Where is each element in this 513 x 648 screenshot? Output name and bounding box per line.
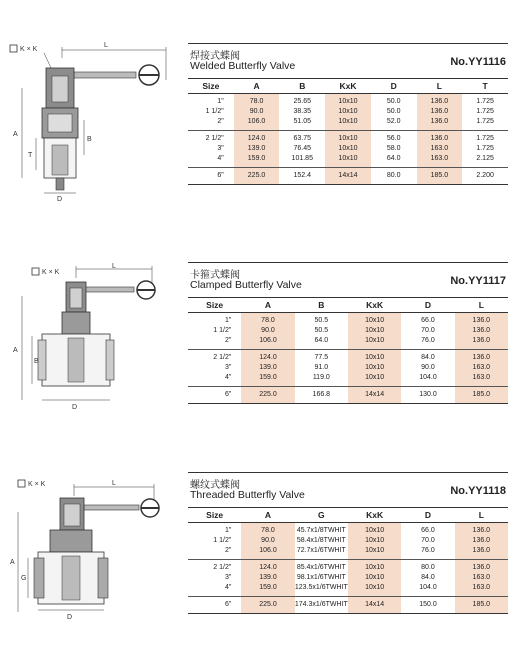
value-cell: 10x10 (348, 546, 401, 560)
value-cell: 50.0 (386, 98, 401, 105)
value-cell: 70.0 (421, 327, 435, 334)
value-cell: 90.0 (241, 536, 294, 546)
value-cell: 104.0 (401, 373, 454, 387)
column-header: D (401, 298, 454, 313)
size-cell: 6" (188, 597, 241, 614)
value-cell: 136.0 (455, 523, 508, 537)
value-cell: 163.0 (455, 363, 508, 373)
table-row (188, 573, 508, 583)
column-header: A (234, 79, 280, 94)
value-cell: 76.0 (401, 546, 454, 560)
table-row (188, 560, 508, 574)
table-row (188, 583, 508, 597)
value-cell: 185.0 (455, 387, 508, 404)
value-cell: 124.0 (241, 560, 294, 574)
size-cell: 6" (188, 387, 241, 404)
clamped-header (188, 262, 508, 297)
d-label: D (72, 404, 78, 411)
value-cell: 136.0 (417, 131, 463, 145)
d-label: D (67, 614, 73, 621)
threaded-model-number: No.YY1118 (450, 485, 506, 497)
t-label: T (28, 152, 33, 159)
value-cell: 152.4 (279, 168, 325, 185)
size-cell: 2 1/2" (205, 135, 224, 142)
value-cell: 166.8 (295, 387, 348, 404)
value-cell: 78.0 (241, 523, 294, 537)
table-row (188, 117, 508, 131)
value-cell: 136.0 (455, 560, 508, 574)
value-cell: 163.0 (417, 144, 463, 154)
size-cell: 2 1/2" (213, 354, 232, 361)
value-cell: 38.35 (293, 108, 312, 115)
column-header: B (295, 298, 348, 313)
value-cell: 130.0 (401, 387, 454, 404)
table-row (188, 94, 508, 108)
size-cell: 4" (188, 154, 234, 168)
welded-model-number: No.YY1116 (450, 56, 506, 68)
value-cell: 10x10 (325, 144, 371, 154)
value-cell: 1.725 (476, 145, 494, 152)
value-cell: 76.0 (401, 336, 454, 350)
kxk-label: K × K (20, 46, 38, 53)
value-cell: 124.0 (241, 350, 294, 364)
value-cell: 63.75 (293, 135, 312, 142)
a-label: A (13, 131, 18, 138)
table-row (188, 313, 508, 327)
value-cell: 51.05 (279, 117, 325, 131)
value-cell: 174.3x1/6TWHIT (295, 597, 348, 614)
b-label: B (87, 136, 92, 143)
welded-title-en: Welded Butterfly Valve (190, 60, 296, 72)
size-cell: 6" (188, 168, 234, 185)
table-header-row (188, 298, 508, 313)
value-cell: 159.0 (241, 373, 294, 387)
value-cell: 124.0 (234, 131, 280, 145)
size-cell: 2" (188, 117, 234, 131)
table-row (188, 536, 508, 546)
value-cell: 90.0 (234, 107, 280, 117)
value-cell: 225.0 (241, 597, 294, 614)
clamped-valve-drawing (4, 260, 180, 420)
column-header: KxK (348, 298, 401, 313)
table-row (188, 144, 508, 154)
value-cell: 136.0 (455, 326, 508, 336)
clamped-title-cn: 卡箍式蝶阀 (190, 270, 240, 281)
value-cell: 64.0 (295, 336, 348, 350)
value-cell: 10x10 (325, 94, 371, 108)
table-row (188, 350, 508, 364)
size-cell: 3" (217, 145, 224, 152)
size-cell: 2 1/2" (213, 564, 232, 571)
size-cell: 1" (224, 317, 232, 324)
value-cell: 2.125 (462, 154, 508, 168)
value-cell: 119.0 (295, 373, 348, 387)
value-cell: 90.0 (241, 326, 294, 336)
value-cell: 70.0 (421, 537, 435, 544)
welded-spec (188, 43, 508, 185)
g-label: G (21, 575, 27, 582)
table-row (188, 523, 508, 537)
size-cell: 2" (188, 546, 241, 560)
column-header: B (279, 79, 325, 94)
value-cell: 84.0 (421, 574, 435, 581)
l-label: L (112, 263, 116, 270)
value-cell: 76.45 (293, 145, 312, 152)
a-label: A (10, 559, 15, 566)
threaded-title-en: Threaded Butterfly Valve (190, 489, 305, 501)
value-cell: 185.0 (417, 168, 463, 185)
value-cell: 64.0 (371, 154, 417, 168)
value-cell: 1.725 (462, 117, 508, 131)
value-cell: 14x14 (348, 387, 401, 404)
size-cell: 3" (224, 574, 232, 581)
clamped-title-en: Clamped Butterfly Valve (190, 279, 302, 291)
value-cell: 163.0 (455, 373, 508, 387)
welded-spec-table (188, 78, 508, 185)
value-cell: 10x10 (325, 131, 371, 145)
value-cell: 10x10 (348, 373, 401, 387)
column-header: G (295, 508, 348, 523)
value-cell: 150.0 (401, 597, 454, 614)
value-cell: 66.0 (421, 527, 435, 534)
value-cell: 10x10 (325, 117, 371, 131)
column-header: KxK (325, 79, 371, 94)
table-row (188, 597, 508, 614)
value-cell: 84.0 (421, 354, 435, 361)
value-cell: 25.65 (293, 98, 312, 105)
value-cell: 10x10 (348, 363, 401, 373)
table-row (188, 546, 508, 560)
table-row (188, 336, 508, 350)
threaded-header (188, 472, 508, 507)
clamped-spec (188, 262, 508, 404)
table-row (188, 387, 508, 404)
threaded-spec (188, 472, 508, 614)
size-cell: 1" (224, 527, 232, 534)
value-cell: 80.0 (421, 564, 435, 571)
value-cell: 185.0 (455, 597, 508, 614)
column-header: A (241, 508, 294, 523)
column-header: L (455, 508, 508, 523)
b-label: B (34, 358, 39, 365)
value-cell: 106.0 (241, 546, 294, 560)
value-cell: 72.7x1/6TWHIT (295, 546, 348, 560)
value-cell: 139.0 (241, 363, 294, 373)
d-label: D (57, 196, 63, 203)
table-row (188, 363, 508, 373)
value-cell: 10x10 (348, 336, 401, 350)
value-cell: 2.200 (462, 168, 508, 185)
value-cell: 139.0 (234, 144, 280, 154)
threaded-valve-diagram (4, 472, 180, 637)
a-label: A (13, 347, 18, 354)
value-cell: 50.5 (314, 317, 329, 324)
value-cell: 1.725 (476, 108, 494, 115)
value-cell: 225.0 (241, 387, 294, 404)
column-header: Size (188, 79, 234, 94)
value-cell: 139.0 (241, 573, 294, 583)
value-cell: 66.0 (421, 317, 435, 324)
value-cell: 1.725 (476, 98, 494, 105)
welded-title-cn: 焊接式蝶阀 (190, 51, 240, 62)
size-cell: 4" (188, 583, 241, 597)
value-cell: 10x10 (348, 560, 401, 574)
column-header: L (417, 79, 463, 94)
welded-valve-drawing (4, 30, 180, 205)
threaded-title-cn: 螺纹式蝶阀 (190, 480, 240, 491)
value-cell: 52.0 (371, 117, 417, 131)
threaded-valve-drawing (4, 472, 180, 637)
value-cell: 136.0 (455, 546, 508, 560)
value-cell: 10x10 (348, 536, 401, 546)
value-cell: 80.0 (371, 168, 417, 185)
kxk-label: K × K (28, 481, 46, 488)
value-cell: 136.0 (455, 336, 508, 350)
value-cell: 50.5 (314, 327, 329, 334)
value-cell: 10x10 (348, 350, 401, 364)
value-cell: 136.0 (417, 94, 463, 108)
value-cell: 10x10 (325, 107, 371, 117)
value-cell: 58.4x1/8TWHIT (296, 537, 346, 544)
size-cell: 4" (188, 373, 241, 387)
size-cell: 2" (188, 336, 241, 350)
column-header: D (401, 508, 454, 523)
value-cell: 136.0 (417, 107, 463, 117)
value-cell: 1.725 (476, 135, 494, 142)
value-cell: 163.0 (417, 154, 463, 168)
value-cell: 163.0 (455, 583, 508, 597)
value-cell: 159.0 (234, 154, 280, 168)
value-cell: 91.0 (314, 364, 329, 371)
value-cell: 10x10 (348, 523, 401, 537)
value-cell: 136.0 (455, 350, 508, 364)
value-cell: 10x10 (348, 313, 401, 327)
size-cell: 1" (217, 98, 224, 105)
value-cell: 104.0 (401, 583, 454, 597)
table-row (188, 107, 508, 117)
value-cell: 77.5 (314, 354, 329, 361)
value-cell: 10x10 (348, 573, 401, 583)
table-header-row (188, 79, 508, 94)
welded-header (188, 43, 508, 78)
column-header: A (241, 298, 294, 313)
value-cell: 123.5x1/6TWHIT (295, 583, 348, 597)
table-row (188, 131, 508, 145)
value-cell: 163.0 (455, 573, 508, 583)
value-cell: 10x10 (348, 583, 401, 597)
welded-valve-diagram (4, 30, 180, 205)
value-cell: 85.4x1/6TWHIT (296, 564, 346, 571)
value-cell: 225.0 (234, 168, 280, 185)
table-row (188, 373, 508, 387)
value-cell: 14x14 (325, 168, 371, 185)
value-cell: 90.0 (421, 364, 435, 371)
value-cell: 10x10 (325, 154, 371, 168)
column-header: D (371, 79, 417, 94)
table-header-row (188, 508, 508, 523)
value-cell: 56.0 (386, 135, 401, 142)
l-label: L (104, 42, 108, 49)
value-cell: 14x14 (348, 597, 401, 614)
size-cell: 3" (224, 364, 232, 371)
column-header: L (455, 298, 508, 313)
value-cell: 10x10 (348, 326, 401, 336)
size-cell: 1 1/2" (213, 537, 232, 544)
value-cell: 78.0 (234, 94, 280, 108)
value-cell: 159.0 (241, 583, 294, 597)
value-cell: 106.0 (234, 117, 280, 131)
column-header: T (462, 79, 508, 94)
clamped-model-number: No.YY1117 (450, 275, 506, 287)
value-cell: 136.0 (417, 117, 463, 131)
value-cell: 106.0 (241, 336, 294, 350)
value-cell: 58.0 (386, 145, 401, 152)
table-row (188, 326, 508, 336)
column-header: Size (188, 508, 241, 523)
size-cell: 1 1/2" (213, 327, 232, 334)
l-label: L (112, 480, 116, 487)
threaded-spec-table (188, 507, 508, 614)
value-cell: 78.0 (241, 313, 294, 327)
clamped-valve-diagram (4, 260, 180, 420)
kxk-label: K × K (42, 269, 60, 276)
value-cell: 136.0 (455, 536, 508, 546)
value-cell: 101.85 (279, 154, 325, 168)
clamped-spec-table (188, 297, 508, 404)
value-cell: 136.0 (455, 313, 508, 327)
column-header: Size (188, 298, 241, 313)
value-cell: 98.1x1/6TWHIT (296, 574, 346, 581)
column-header: KxK (348, 508, 401, 523)
size-cell: 1 1/2" (205, 108, 224, 115)
table-row (188, 168, 508, 185)
value-cell: 45.7x1/8TWHIT (296, 527, 346, 534)
value-cell: 50.0 (386, 108, 401, 115)
table-row (188, 154, 508, 168)
